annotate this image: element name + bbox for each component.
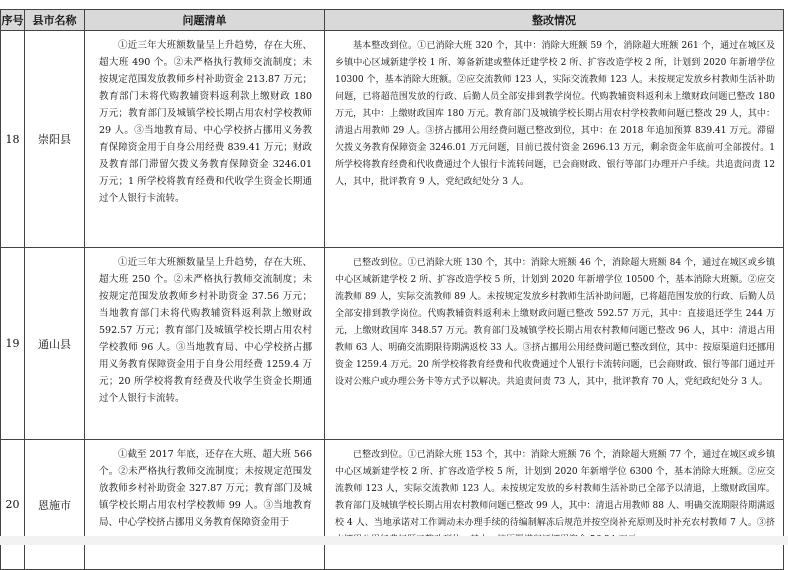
rectification-table — [0, 9, 784, 570]
issue-list-text: ①近三年大班额数量呈上升趋势，存在大班、超大班 250 个。②未严格执行教师交流制度；未按规定范围发放教师乡村补助资金 37.56 万元；当地教育部门未将代购教辅资料返利款上缴财政 592.57 万元；教育部门及城镇学校长期占用农村学校教师 96 人。③当地教育局、中心学校挤占挪用义务教育保障资金用于自身公用经费 1259.4 万元；20 所学校将教育经费及代收学生资金长期通过个人银行卡流转。 — [99, 257, 312, 404]
county-name: 恩施市 — [25, 440, 85, 570]
header-status: 整改情况 — [325, 10, 784, 31]
rectification-status-cell — [325, 248, 784, 440]
header-row — [1, 10, 784, 31]
row-number: 18 — [1, 31, 25, 248]
table-row — [1, 440, 784, 570]
issue-list-text: ①近三年大班额数量呈上升趋势，存在大班、超大班 490 个。②未严格执行教师交流制度；未按规定范围发放教师乡村补助资金 213.87 万元；教育部门未将代购教辅资料返利款上缴财政 180 万元；教育部门及城镇学校长期占用农村学校教师 29 人。③当地教育局、中心学校挤占挪用义务教育保障资金用于自身公用经费 839.41 万元；财政及教育部门滞留欠拨义务教育保障资金 3246.01 万元；1 所学校将教育经费和代收学生资金长期通过个人银行卡流转。 — [99, 40, 312, 204]
issue-list-cell — [85, 31, 325, 248]
header-issues: 问题清单 — [85, 10, 325, 31]
issue-list-cell — [85, 440, 325, 570]
rectification-status-cell — [325, 440, 784, 570]
rectification-status-text: 基本整改到位。①已消除大班 320 个，其中：消除大班额 59 个，消除超大班额 261 个，通过在城区及乡镇中心区域新建学校 1 所、筹备新建或整体迁建学校 2 所、扩容改造学校 2 所，计划到 2020 年新增学位 10300 个，基本消除大班额。②应交流教师 123 人，实际交流教师 123 人。未按规定发放乡村教师生活补助问题，已将超范围发放的行政、后勤人员全部安排到教学岗位。代购教辅资料返利未上缴财政问题已整改 180 万元，其中：上缴财政国库 180 万元。教育部门及城镇学校长期占用农村学校教师问题已整改 29 人，其中：清退占用教师 29 人。③挤占挪用公用经费问题已整改到位，其中：在 2018 年追加预算 839.41 万元。滞留欠拨义务教育保障资金 3246.01 万元问题，目前已拨付资金 2696.13 万元，剩余资金年底前可全部拨付。1 所学校将教育经费和代收费通过个人银行卡流转问题，已会商财政、银行等部门办理开户手续。共追责问责 12 人，其中，批评教育 9 人，党纪政纪处分 3 人。 — [335, 41, 775, 187]
rectification-status-cell — [325, 31, 784, 248]
rectification-status-text: 已整改到位。①已消除大班 130 个，其中：消除大班额 46 个，消除超大班额 84 个，通过在城区或乡镇中心区域新建学校 2 所、扩容改造学校 5 所，计划到 2020 年新增学位 10500 个，基本消除大班额。②应交流教师 89 人，实际交流教师 89 人。未按规定发放乡村教师生活补助问题，已将超范围发放的行政、后勤人员全部安排到教学岗位。代购教辅资料返利未上缴财政问题已整改 592.57 万元，其中：直接退还学生 244 万元，上缴财政国库 348.57 万元。教育部门及城镇学校长期占用农村教师问题已整改 96 人，其中：清退占用教师 63 人、明确交流期限待期满返校 33 人。③挤占挪用公用经费问题已整改到位，其中：按原渠道归还挪用资金 1259.4 万元。20 所学校将教育经费和代收费通过个人银行卡流转问题，已会商财政、银行等部门通过开设对公账户或办理公务卡等方式予以解决。共追责问责 73 人，其中，批评教育 70 人，党纪政纪处分 3 人。 — [335, 258, 775, 387]
table-row — [1, 248, 784, 440]
header-county: 县市名称 — [25, 10, 85, 31]
table-row — [1, 31, 784, 248]
county-name: 通山县 — [25, 248, 85, 440]
rectification-status-text: 已整改到位。①已消除大班 153 个，其中：消除大班额 76 个，消除超大班额 77 个，通过在城区或乡镇中心区域新建学校 2 所、扩容改造学校 5 所，计划到 2020 年新增学位 6300 个，基本消除大班额。②应交流教师 123 人，实际交流教师 123 人。未按规定发放的乡村教师生活补助已全部予以清退，上缴财政国库。教育部门及城镇学校长期占用农村教师问题已整改 99 人，其中：清退占用教师 88 人、明确交流期限待期满返校 4 人、当地承诺对工作调动未办理手续的待编制解冻后规范并按空岗补充原则及时补充农村教师 7 人。③挤 — [335, 450, 775, 528]
county-name: 崇阳县 — [25, 31, 85, 248]
issue-list-cell — [85, 248, 325, 440]
row-number: 19 — [1, 248, 25, 440]
page-bottom-edge — [0, 536, 788, 545]
row-number: 20 — [1, 440, 25, 570]
issue-list-text: ①截至 2017 年底，还存在大班、超大班 566 个。②未严格执行教师交流制度；未按规定范围发放教师乡村补助资金 327.87 万元；教育部门及城镇学校长期占用农村学校教师 99 人。③当地教育局、中心学校挤占挪用义务教育保障资金用于 — [99, 449, 312, 528]
header-no: 序号 — [1, 10, 25, 31]
